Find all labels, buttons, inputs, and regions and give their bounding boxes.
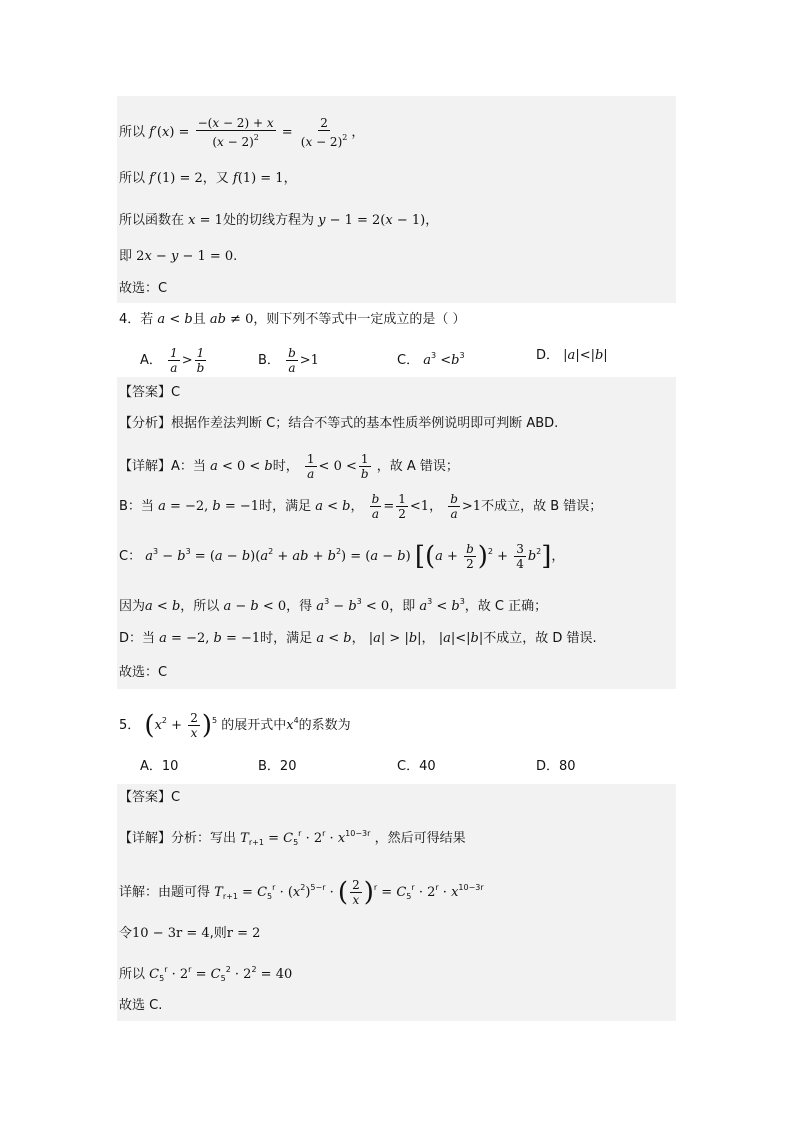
prev-line-4: 即 2x − y − 1 = 0.	[119, 249, 238, 264]
q4-detail-d: D：当 a = −2, b = −1时，满足 a < b， |a| > |b|， |a|<|b|不成立，故 D 错误.	[119, 631, 597, 646]
q4-stem: 4．若 a < b且 ab ≠ 0，则下列不等式中一定成立的是（ ）	[119, 312, 466, 327]
q5-stem: 5． ($x^2$ + $\frac{2}{x}$ )$^5$ 的展开式中$x^4$的系数为	[119, 710, 351, 741]
q5-step-2: 所以 $C_5^r \cdot 2^r = C_5^2 \cdot 2^2 = 40$	[119, 965, 293, 983]
q4-detail-c-note: 因为a < b，所以 a − b < 0，得 $a^3 - b^3 < 0$，即 $a^3 < b^3$，故 C 正确；	[119, 597, 548, 614]
q5-option-b[interactable]: B．20	[258, 759, 297, 774]
q4-answer: 【答案】C	[119, 385, 181, 400]
q4-detail-a: 【详解】A：当 a < 0 < b时， $\frac{1}{a}$ < 0 < $\frac{1}{b}$ ，故 A 错误；	[119, 452, 459, 481]
q5-step-1: 令10 − 3r = 4,则r = 2	[119, 926, 261, 941]
q4-option-c[interactable]: C． $a^3 <b^3$	[397, 351, 465, 368]
prev-line-1: 所以 f′(x) = $\frac{-(x - 2) + x}{(x - 2)^2}$ = $\frac{2}{(x - 2)^2}$ ，	[119, 116, 365, 149]
q5-detail-analysis: 【详解】分析：写出 $T_{r+1} = C_5^r \cdot 2^r \cdot x^{10-3r}$ ，然后可得结果	[119, 829, 466, 847]
q5-detail-work: 详解：由题可得 $T_{r+1} = C_5^r \cdot (x^2)^{5-r}$ · ( $\frac{2}{x}$ )$^r = C_5^r \cdot 2^r \cdot x^{10-3r}$	[119, 877, 484, 908]
q5-final: 故选 C.	[119, 998, 163, 1013]
q4-option-a[interactable]: A． $\frac{1}{a}$ > $\frac{1}{b}$	[140, 346, 205, 375]
q5-option-c[interactable]: C．40	[397, 759, 436, 774]
prev-line-3: 所以函数在 x = 1处的切线方程为 y − 1 = 2(x − 1)，	[119, 213, 439, 228]
q5-option-d[interactable]: D．80	[536, 759, 576, 774]
q5-option-a[interactable]: A．10	[140, 759, 179, 774]
q4-detail-c: C： $a^3 - b^3 = (a - b)(a^2$ + ab + $b^2) = (a - b)$ [(a + $\frac{b}{2}$ )$^2$ + $\frac{3}{4}$ $b^2$]，	[119, 541, 565, 572]
prev-answer: 故选：C	[119, 281, 168, 296]
q4-option-d[interactable]: D． |a|<|b|	[536, 348, 608, 363]
q4-detail-b: B：当 a = −2, b = −1时，满足 a < b， $\frac{b}{a}$ = $\frac{1}{2}$ <1， $\frac{b}{a}$ >1不成立，故 B 错误；	[119, 492, 603, 521]
q4-analysis: 【分析】根据作差法判断 C；结合不等式的基本性质举例说明即可判断 ABD.	[119, 416, 559, 431]
q4-final: 故选：C	[119, 665, 168, 680]
q4-option-b[interactable]: B． $\frac{b}{a}$ >1	[258, 346, 319, 375]
q5-answer: 【答案】C	[119, 790, 181, 805]
prev-line-2: 所以 f′(1) = 2，又 f(1) = 1，	[119, 171, 297, 186]
